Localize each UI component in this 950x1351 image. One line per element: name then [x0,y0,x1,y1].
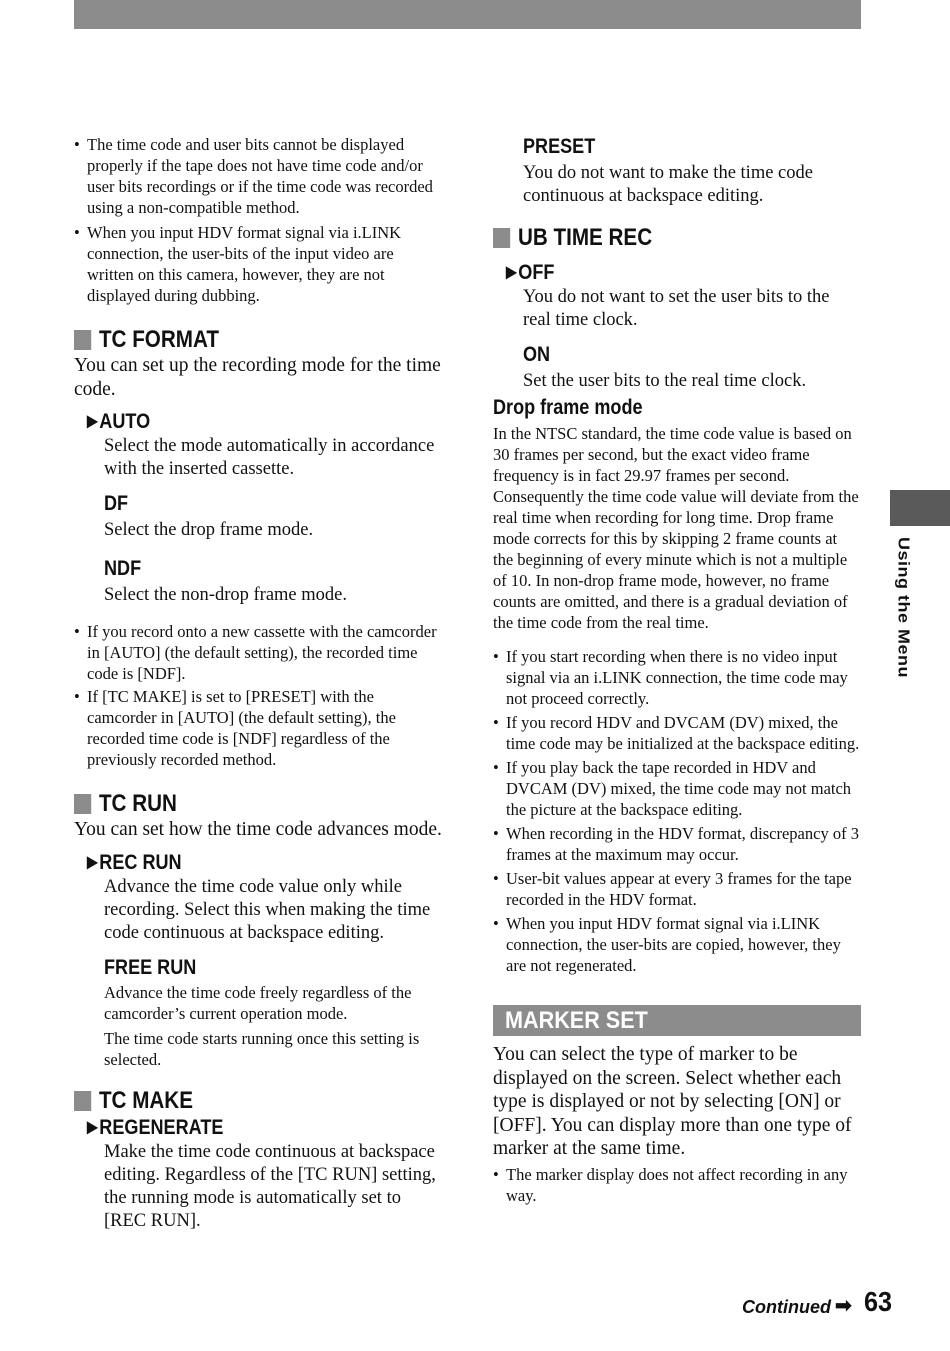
option-preset: PRESET [523,135,596,158]
side-index-tab [890,490,950,526]
default-arrow-icon: ▶ [87,1118,98,1136]
tc-run-intro: You can set how the time code advances mode. [74,819,442,840]
option-ndf: NDF [104,557,142,580]
tc-format-intro: You can set up the recording mode for the time code. [74,355,441,400]
intro-bullet: • The time code and user bits cannot be displayed properly if the tape does not have time code and/or user bits recordings or if the time code was recorded using a non-compatible method. [74,134,444,218]
marker-set-heading: MARKER SET [493,1005,861,1036]
option-regenerate: ▶ REGENERATE [87,1115,224,1139]
ub-time-rec-heading: UB TIME REC [493,224,809,252]
page-footer [742,1286,895,1318]
intro-bullet: • When you input HDV format signal via i.LINK connection, the user-bits of the input video are written on this camera, however, they are not displayed during dubbing. [74,222,444,306]
option-preset-desc: You do not want to make the time code continuous at backspace editing. [523,163,813,206]
option-rec-run: ▶ REC RUN [87,850,182,874]
tc-format-note: • If [TC MAKE] is set to [PRESET] with the camcorder in [AUTO] (the default setting), the recorded time code is [NDF] regardless of the previously recorded method. [74,686,444,770]
tc-make-heading: TC MAKE [74,1087,392,1115]
option-free-run: FREE RUN [104,955,197,979]
drop-frame-note: • When recording in the HDV format, discrepancy of 3 frames at the maximum may occur. [493,823,861,865]
tc-format-note: • If you record onto a new cassette with the camcorder in [AUTO] (the default setting), the recorded time code is [NDF]. [74,621,444,684]
option-auto: ▶ AUTO [87,410,151,433]
drop-frame-note: • User-bit values appear at every 3 frames for the tape recorded in the HDV format. [493,868,861,910]
marker-set-body: You can select the type of marker to be displayed on the screen. Select whether each type is displayed or not by selecting [ON] or [OFF]. You can display more than one type of marker at the same time. [493,1044,852,1159]
option-regenerate-desc: Make the time code continuous at backspace editing. Regardless of the [TC RUN] setting, the running mode is automatically set to [REC RUN]. [104,1141,436,1231]
default-arrow-icon: ▶ [87,413,98,430]
side-tab-label: Using the Menu [894,537,912,678]
option-free-run-desc: Advance the time code freely regardless of the camcorder’s current operation mode. [104,982,412,1023]
drop-frame-note: • When you input HDV format signal via i.LINK connection, the user-bits are copied, however, they are not regenerated. [493,913,861,976]
square-bullet-icon [493,228,510,248]
left-column [74,134,444,1233]
option-on-desc: Set the user bits to the real time clock. [523,371,807,391]
option-df-desc: Select the drop frame mode. [104,520,314,540]
page-number: 63 [863,1286,892,1317]
continued-arrow-icon: ➡ [834,1295,852,1317]
drop-frame-note: • If you start recording when there is no video input signal via an i.LINK connection, the time code may not proceed correctly. [493,646,861,709]
square-bullet-icon [74,330,91,350]
tc-run-heading: TC RUN [74,790,392,818]
option-ndf-desc: Select the non-drop frame mode. [104,585,347,605]
drop-frame-heading: Drop frame mode [493,396,643,419]
option-on: ON [523,343,551,366]
drop-frame-note: • If you record HDV and DVCAM (DV) mixed, the time code may be initialized at the backspace editing. [493,712,861,754]
option-off: ▶ OFF [506,261,555,284]
option-auto-desc: Select the mode automatically in accordance with the inserted cassette. [104,436,435,479]
default-arrow-icon: ▶ [506,264,517,281]
option-rec-run-desc: Advance the time code value only while recording. Select this when making the time code continuous at backspace editing. [104,876,431,943]
square-bullet-icon [74,794,91,814]
top-header-bar [74,0,861,29]
continued-label: Continued [742,1297,831,1317]
option-df: DF [104,492,129,515]
square-bullet-icon [74,1091,91,1111]
drop-frame-body: In the NTSC standard, the time code value is based on 30 frames per second, but the exact video frame frequency is in fact 29.97 frames per second. Consequently the time code value will deviate from the real time when recording for long time. Drop frame mode corrects for this by skipping 2 frame counts at the beginning of every minute which is not a multiple of 10. In non-drop frame mode, however, no frame counts are omitted, and there is a gradual deviation of the time code from the real time. [493,424,859,632]
default-arrow-icon: ▶ [87,853,98,871]
drop-frame-note: • If you play back the tape recorded in HDV and DVCAM (DV) mixed, the time code may not match the picture at the backspace editing. [493,757,861,820]
option-off-desc: You do not want to set the user bits to the real time clock. [523,287,830,330]
tc-format-heading: TC FORMAT [74,326,392,354]
option-free-run-note: The time code starts running once this setting is selected. [104,1028,420,1069]
right-column [493,134,861,1206]
marker-set-note: • The marker display does not affect recording in any way. [493,1164,861,1206]
